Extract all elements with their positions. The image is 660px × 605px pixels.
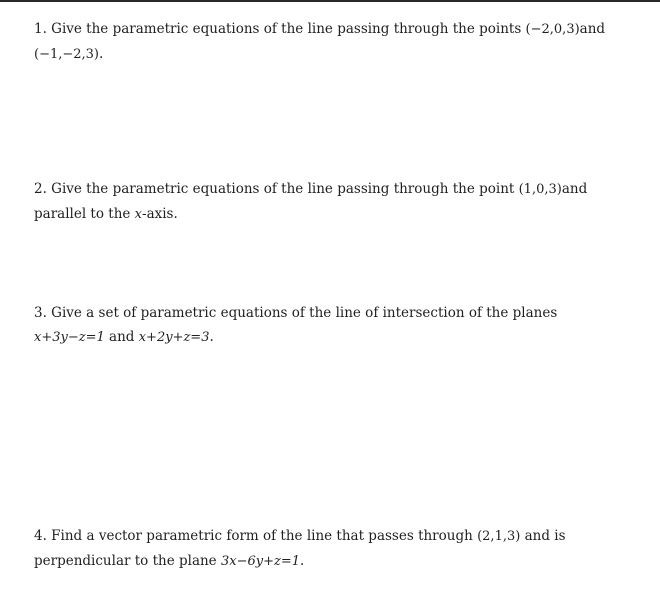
question-3-period: . <box>209 329 214 345</box>
question-2-axis-suffix: -axis. <box>142 206 178 222</box>
question-3 <box>34 301 634 350</box>
plane-equation-2: x+2y+z=3 <box>138 330 210 345</box>
question-4-text: 4. Find a vector parametric form of the line that passes through <box>34 528 478 544</box>
question-4-continuation: perpendicular to the plane <box>34 553 221 569</box>
question-1 <box>34 17 634 67</box>
plane-equation-1: x+3y−z=1 <box>34 330 105 345</box>
top-border-rule <box>0 0 660 2</box>
axis-variable: x <box>134 207 143 222</box>
point: (2,1,3) <box>477 529 521 544</box>
point-a: (−2,0,3) <box>525 22 580 37</box>
question-3-conjunction: and <box>104 329 139 345</box>
question-1-text: 1. Give the parametric equations of the line passing through the points <box>34 21 526 37</box>
question-2-text: 2. Give the parametric equations of the line passing through the point <box>34 181 519 197</box>
plane-equation: 3x−6y+z=1 <box>220 554 300 569</box>
question-4-conjunction: and is <box>520 528 566 544</box>
question-4-period: . <box>299 553 305 569</box>
question-2-line-1 <box>34 177 634 202</box>
question-4-line-1 <box>34 524 634 549</box>
question-2-conjunction: and <box>561 181 588 197</box>
question-1-period: . <box>99 46 104 62</box>
question-2-line-2 <box>34 202 634 227</box>
question-4-line-2 <box>34 549 634 574</box>
question-3-line-2 <box>34 325 634 350</box>
question-2 <box>34 177 634 227</box>
question-3-line-1 <box>34 301 634 325</box>
question-1-line-2 <box>34 42 634 67</box>
question-2-continuation: parallel to the <box>34 206 135 222</box>
question-3-text: 3. Give a set of parametric equations of the line of intersection of the planes <box>34 305 558 321</box>
question-1-conjunction: and <box>579 21 606 37</box>
point: (1,0,3) <box>518 182 562 197</box>
question-1-line-1 <box>34 17 634 42</box>
question-4 <box>34 524 634 574</box>
point-b: (−1,−2,3) <box>34 47 100 62</box>
